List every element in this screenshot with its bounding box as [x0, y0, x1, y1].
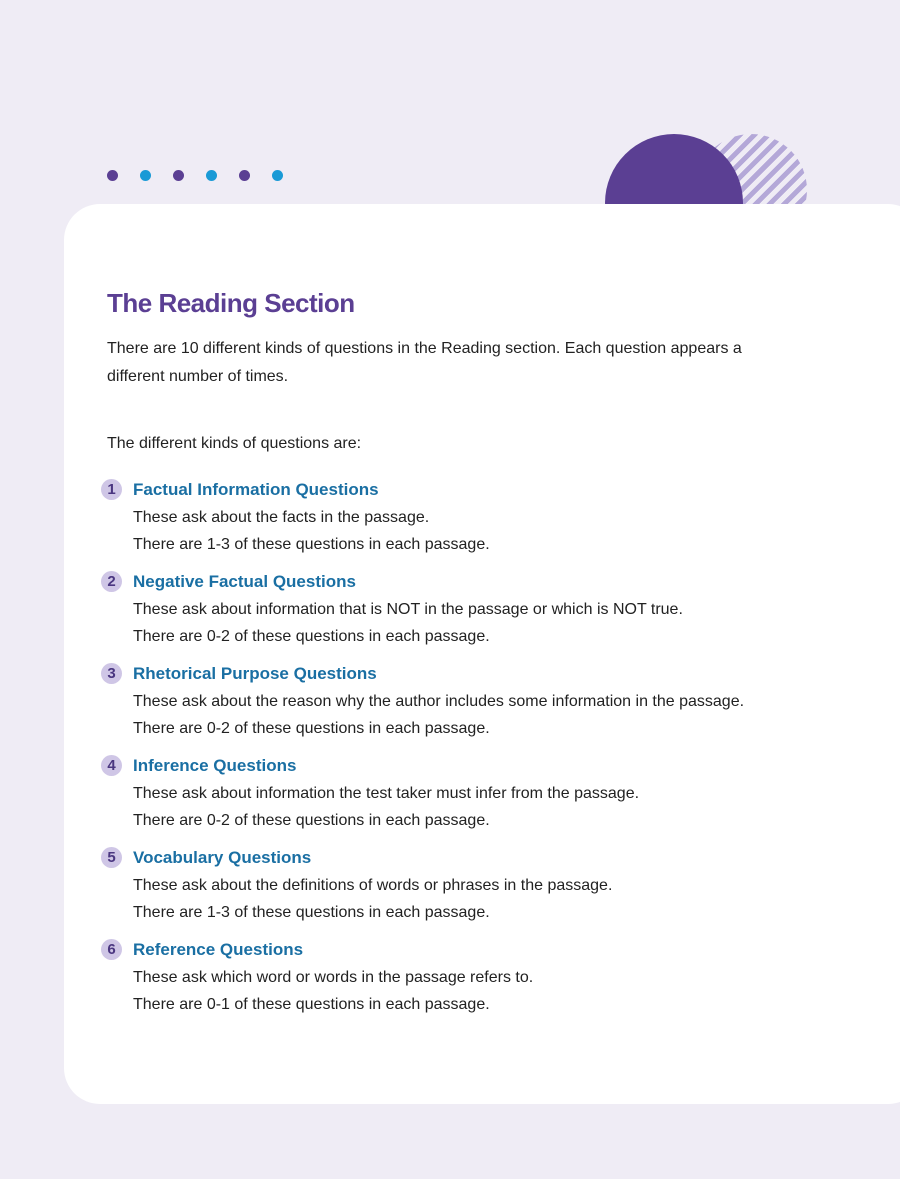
- dot-icon: [107, 170, 118, 181]
- list-lead: The different kinds of questions are:: [107, 435, 362, 452]
- number-badge: 5: [101, 847, 122, 868]
- number-badge: 1: [101, 479, 122, 500]
- dot-icon: [140, 170, 151, 181]
- question-type-title: Reference Questions: [133, 940, 304, 959]
- question-type-title: Vocabulary Questions: [133, 848, 312, 867]
- page-title: The Reading Section: [107, 288, 355, 318]
- list-item: [107, 939, 787, 1018]
- question-type-count: There are 1-3 of these questions in each passage.: [133, 536, 490, 553]
- question-type-count: There are 0-2 of these questions in each passage.: [133, 628, 490, 645]
- question-type-title: Inference Questions: [133, 756, 297, 775]
- question-type-description: These ask about the reason why the author includes some information in the passage.: [133, 693, 745, 710]
- list-item: [107, 755, 787, 834]
- question-type-description: These ask which word or words in the passage refers to.: [133, 969, 534, 986]
- question-type-count: There are 1-3 of these questions in each passage.: [133, 904, 490, 921]
- list-item: [107, 479, 787, 558]
- number-badge: 6: [101, 939, 122, 960]
- list-item: [107, 571, 787, 650]
- number-badge: 2: [101, 571, 122, 592]
- question-type-description: These ask about information that is NOT in the passage or which is NOT true.: [133, 601, 683, 618]
- dot-icon: [173, 170, 184, 181]
- reading-section-content: [107, 288, 787, 1031]
- number-badge: 3: [101, 663, 122, 684]
- dot-icon: [206, 170, 217, 181]
- question-type-list: [107, 479, 787, 1018]
- list-item: [107, 663, 787, 742]
- question-type-title: Rhetorical Purpose Questions: [133, 664, 377, 683]
- number-badge: 4: [101, 755, 122, 776]
- question-type-description: These ask about information the test taker must infer from the passage.: [133, 785, 640, 802]
- question-type-count: There are 0-2 of these questions in each passage.: [133, 812, 490, 829]
- question-type-count: There are 0-2 of these questions in each passage.: [133, 720, 490, 737]
- dot-icon: [272, 170, 283, 181]
- question-type-count: There are 0-1 of these questions in each passage.: [133, 996, 490, 1013]
- decorative-dots: [107, 170, 283, 181]
- question-type-title: Factual Information Questions: [133, 480, 379, 499]
- intro-paragraph: There are 10 different kinds of questions in the Reading section. Each question appears a different number of times.: [107, 340, 742, 385]
- list-item: [107, 847, 787, 926]
- question-type-title: Negative Factual Questions: [133, 572, 356, 591]
- question-type-description: These ask about the definitions of words or phrases in the passage.: [133, 877, 613, 894]
- dot-icon: [239, 170, 250, 181]
- question-type-description: These ask about the facts in the passage.: [133, 509, 430, 526]
